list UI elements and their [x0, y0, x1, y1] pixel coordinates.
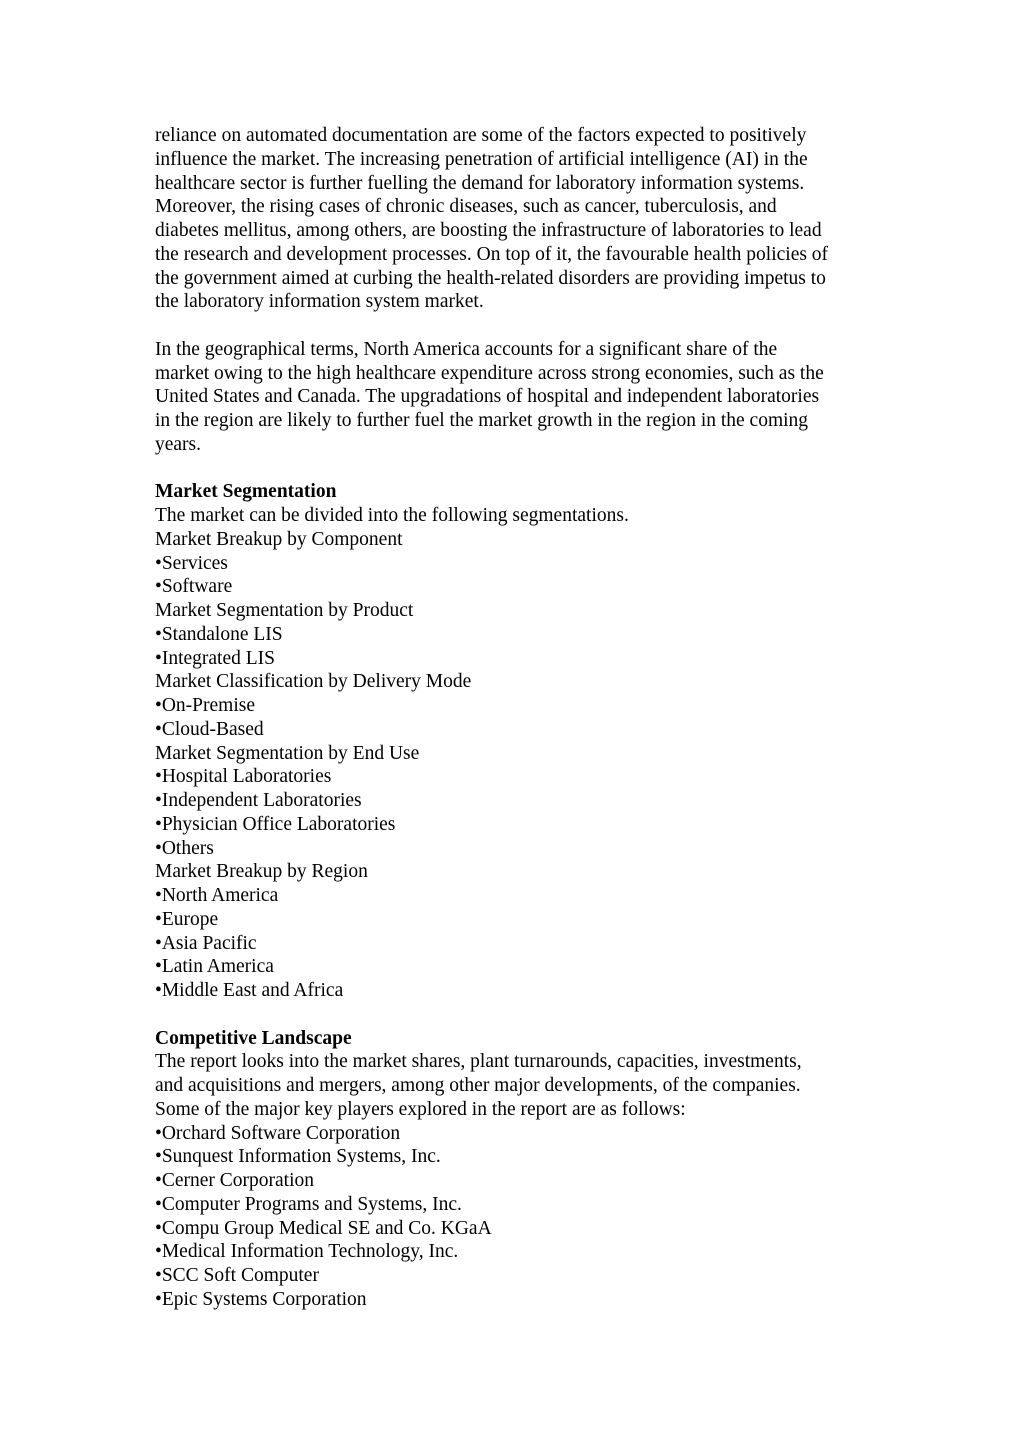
competitive-landscape-section: [155, 1027, 885, 1312]
segment-list: [155, 765, 885, 860]
text-line: Some of the major key players explored in the report are as follows:: [155, 1098, 686, 1120]
geography-paragraph: [155, 338, 885, 457]
list-item: • Computer Programs and Systems, Inc.: [155, 1193, 885, 1217]
list-item: • North America: [155, 884, 885, 908]
text-line: years.: [155, 433, 202, 455]
market-segmentation-section: [155, 480, 885, 1003]
text-line: diabetes mellitus, among others, are boosting the infrastructure of laboratories to lead: [155, 220, 822, 241]
list-item: • Middle East and Africa: [155, 979, 885, 1003]
list-item: • Orchard Software Corporation: [155, 1122, 885, 1146]
section-heading: Market Segmentation: [155, 481, 337, 503]
text-line: in the region are likely to further fuel the market growth in the region in the coming: [155, 410, 809, 431]
list-item: • Latin America: [155, 955, 885, 979]
list-item: • Services: [155, 552, 885, 576]
list-item: • Cloud-Based: [155, 718, 885, 742]
segment-group-title: Market Breakup by Component: [155, 528, 403, 550]
section-intro: The market can be divided into the following segmentations.: [155, 505, 629, 526]
list-item: • Medical Information Technology, Inc.: [155, 1240, 885, 1264]
text-line: healthcare sector is further fuelling the demand for laboratory information systems.: [155, 172, 805, 194]
text-line: Moreover, the rising cases of chronic diseases, such as cancer, tuberculosis, and: [155, 196, 777, 218]
key-players-list: [155, 1122, 885, 1312]
text-line: reliance on automated documentation are some of the factors expected to positively: [155, 125, 807, 146]
list-item: • Integrated LIS: [155, 647, 885, 671]
list-item: • Software: [155, 575, 885, 599]
segment-group-title: Market Classification by Delivery Mode: [155, 671, 472, 693]
text-line: the laboratory information system market.: [155, 291, 484, 313]
text-line: influence the market. The increasing penetration of artificial intelligence (AI) in the: [155, 148, 808, 170]
intro-paragraph: [155, 124, 885, 314]
list-item: • Standalone LIS: [155, 623, 885, 647]
list-item: • Hospital Laboratories: [155, 765, 885, 789]
list-item: • Compu Group Medical SE and Co. KGaA: [155, 1217, 885, 1241]
segment-list: [155, 884, 885, 1003]
list-item: • Physician Office Laboratories: [155, 813, 885, 837]
segment-group-title: Market Segmentation by End Use: [155, 742, 420, 764]
text-line: United States and Canada. The upgradations of hospital and independent laboratories: [155, 386, 820, 408]
text-line: and acquisitions and mergers, among other major developments, of the companies.: [155, 1075, 801, 1096]
list-item: • On-Premise: [155, 694, 885, 718]
segment-list: [155, 552, 885, 600]
text-line: the research and development processes. On top of it, the favourable health policies of: [155, 243, 829, 265]
section-heading: Competitive Landscape: [155, 1027, 352, 1049]
list-item: • Asia Pacific: [155, 932, 885, 956]
paragraph-spacer: [155, 314, 885, 338]
segment-group-title: Market Segmentation by Product: [155, 600, 414, 621]
document-page: [155, 124, 885, 1312]
list-item: • Europe: [155, 908, 885, 932]
paragraph-spacer: [155, 1003, 885, 1027]
list-item: • Epic Systems Corporation: [155, 1288, 885, 1312]
segment-list: [155, 623, 885, 671]
list-item: • Others: [155, 837, 885, 861]
segment-group-title: Market Breakup by Region: [155, 861, 368, 883]
list-item: • Sunquest Information Systems, Inc.: [155, 1145, 885, 1169]
paragraph-spacer: [155, 457, 885, 481]
list-item: • Independent Laboratories: [155, 789, 885, 813]
list-item: • Cerner Corporation: [155, 1169, 885, 1193]
list-item: • SCC Soft Computer: [155, 1264, 885, 1288]
text-line: the government aimed at curbing the health-related disorders are providing impetus to: [155, 267, 826, 289]
text-line: The report looks into the market shares, plant turnarounds, capacities, investments,: [155, 1051, 802, 1073]
segment-list: [155, 694, 885, 742]
text-line: market owing to the high healthcare expenditure across strong economies, such as the: [155, 362, 824, 384]
text-line: In the geographical terms, North America accounts for a significant share of the: [155, 338, 778, 360]
